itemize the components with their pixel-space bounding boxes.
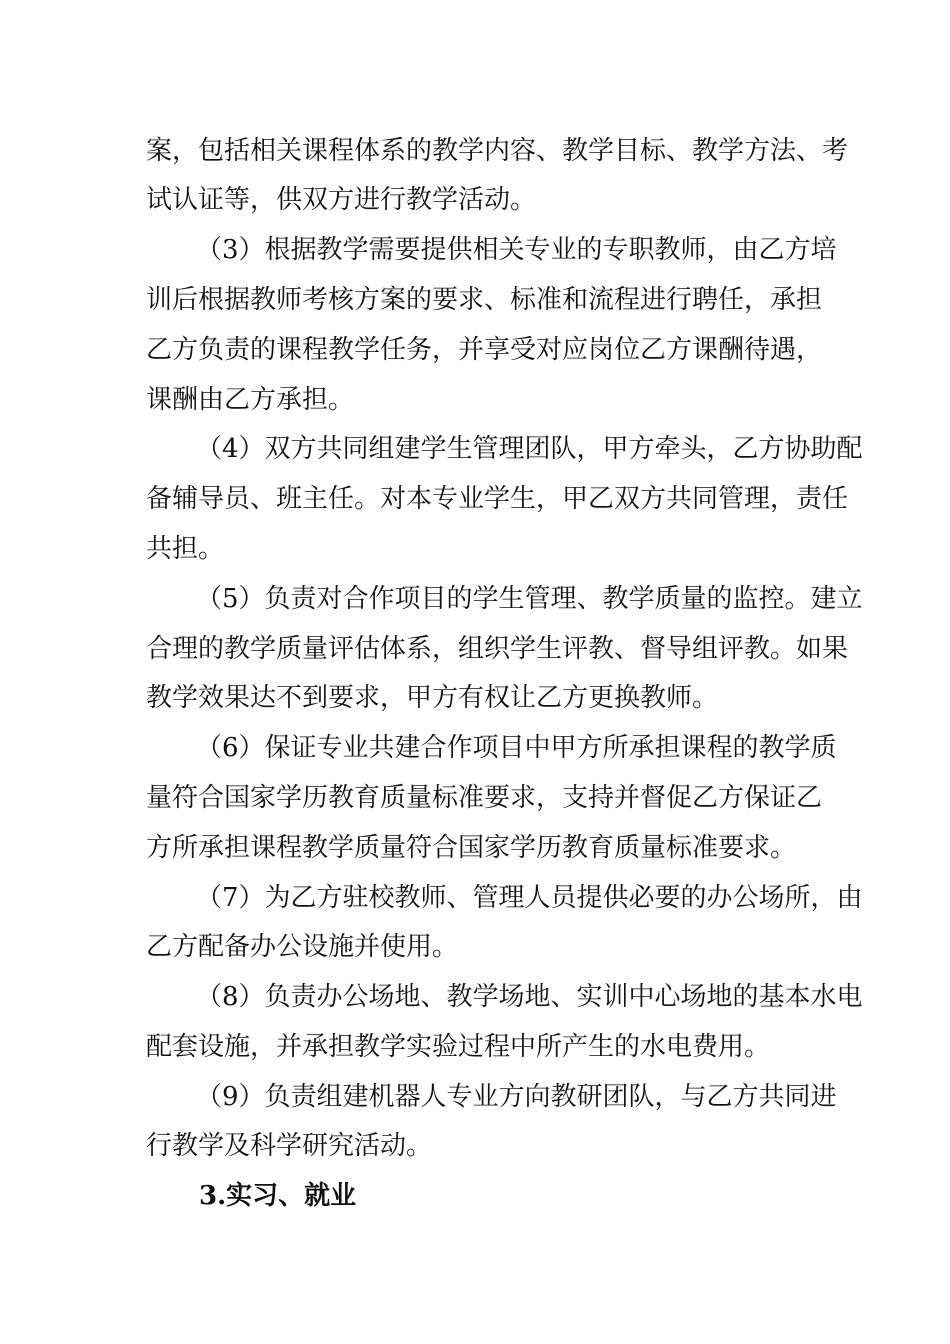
text-line: （6）保证专业共建合作项目中甲方所承担课程的教学质 <box>196 733 837 763</box>
text-line: 乙方负责的课程教学任务，并享受对应岗位乙方课酬待遇， <box>146 335 823 365</box>
text-line: 量符合国家学历教育质量标准要求，支持并督促乙方保证乙 <box>146 783 823 813</box>
text-line: 教学效果达不到要求，甲方有权让乙方更换教师。 <box>146 683 719 713</box>
text-line: 行教学及科学研究活动。 <box>146 1131 433 1161</box>
text-line: （4）双方共同组建学生管理团队，甲方牵头，乙方协助配 <box>196 434 863 464</box>
text-line: 试认证等，供双方进行教学活动。 <box>146 185 537 215</box>
text-line: （5）负责对合作项目的学生管理、教学质量的监控。建立 <box>196 584 863 614</box>
section-heading: 3.实习、就业 <box>199 1181 357 1211</box>
text-line: 共担。 <box>146 534 225 564</box>
text-line: （7）为乙方驻校教师、管理人员提供必要的办公场所，由 <box>196 883 863 913</box>
text-line: （9）负责组建机器人专业方向教研团队，与乙方共同进 <box>196 1082 837 1112</box>
text-line: 合理的教学质量评估体系，组织学生评教、督导组评教。如果 <box>146 634 849 664</box>
text-line: 课酬由乙方承担。 <box>146 385 355 415</box>
text-line: 备辅导员、班主任。对本专业学生，甲乙双方共同管理，责任 <box>146 484 849 514</box>
text-line: （8）负责办公场地、教学场地、实训中心场地的基本水电 <box>196 982 863 1012</box>
text-line: 训后根据教师考核方案的要求、标准和流程进行聘任，承担 <box>146 285 823 315</box>
text-line: 方所承担课程教学质量符合国家学历教育质量标准要求。 <box>146 833 797 863</box>
text-line: 配套设施，并承担教学实验过程中所产生的水电费用。 <box>146 1032 771 1062</box>
text-line: 案，包括相关课程体系的教学内容、教学目标、教学方法、考 <box>146 136 849 166</box>
text-line: （3）根据教学需要提供相关专业的专职教师，由乙方培 <box>196 235 837 265</box>
text-line: 乙方配备办公设施并使用。 <box>146 932 459 962</box>
